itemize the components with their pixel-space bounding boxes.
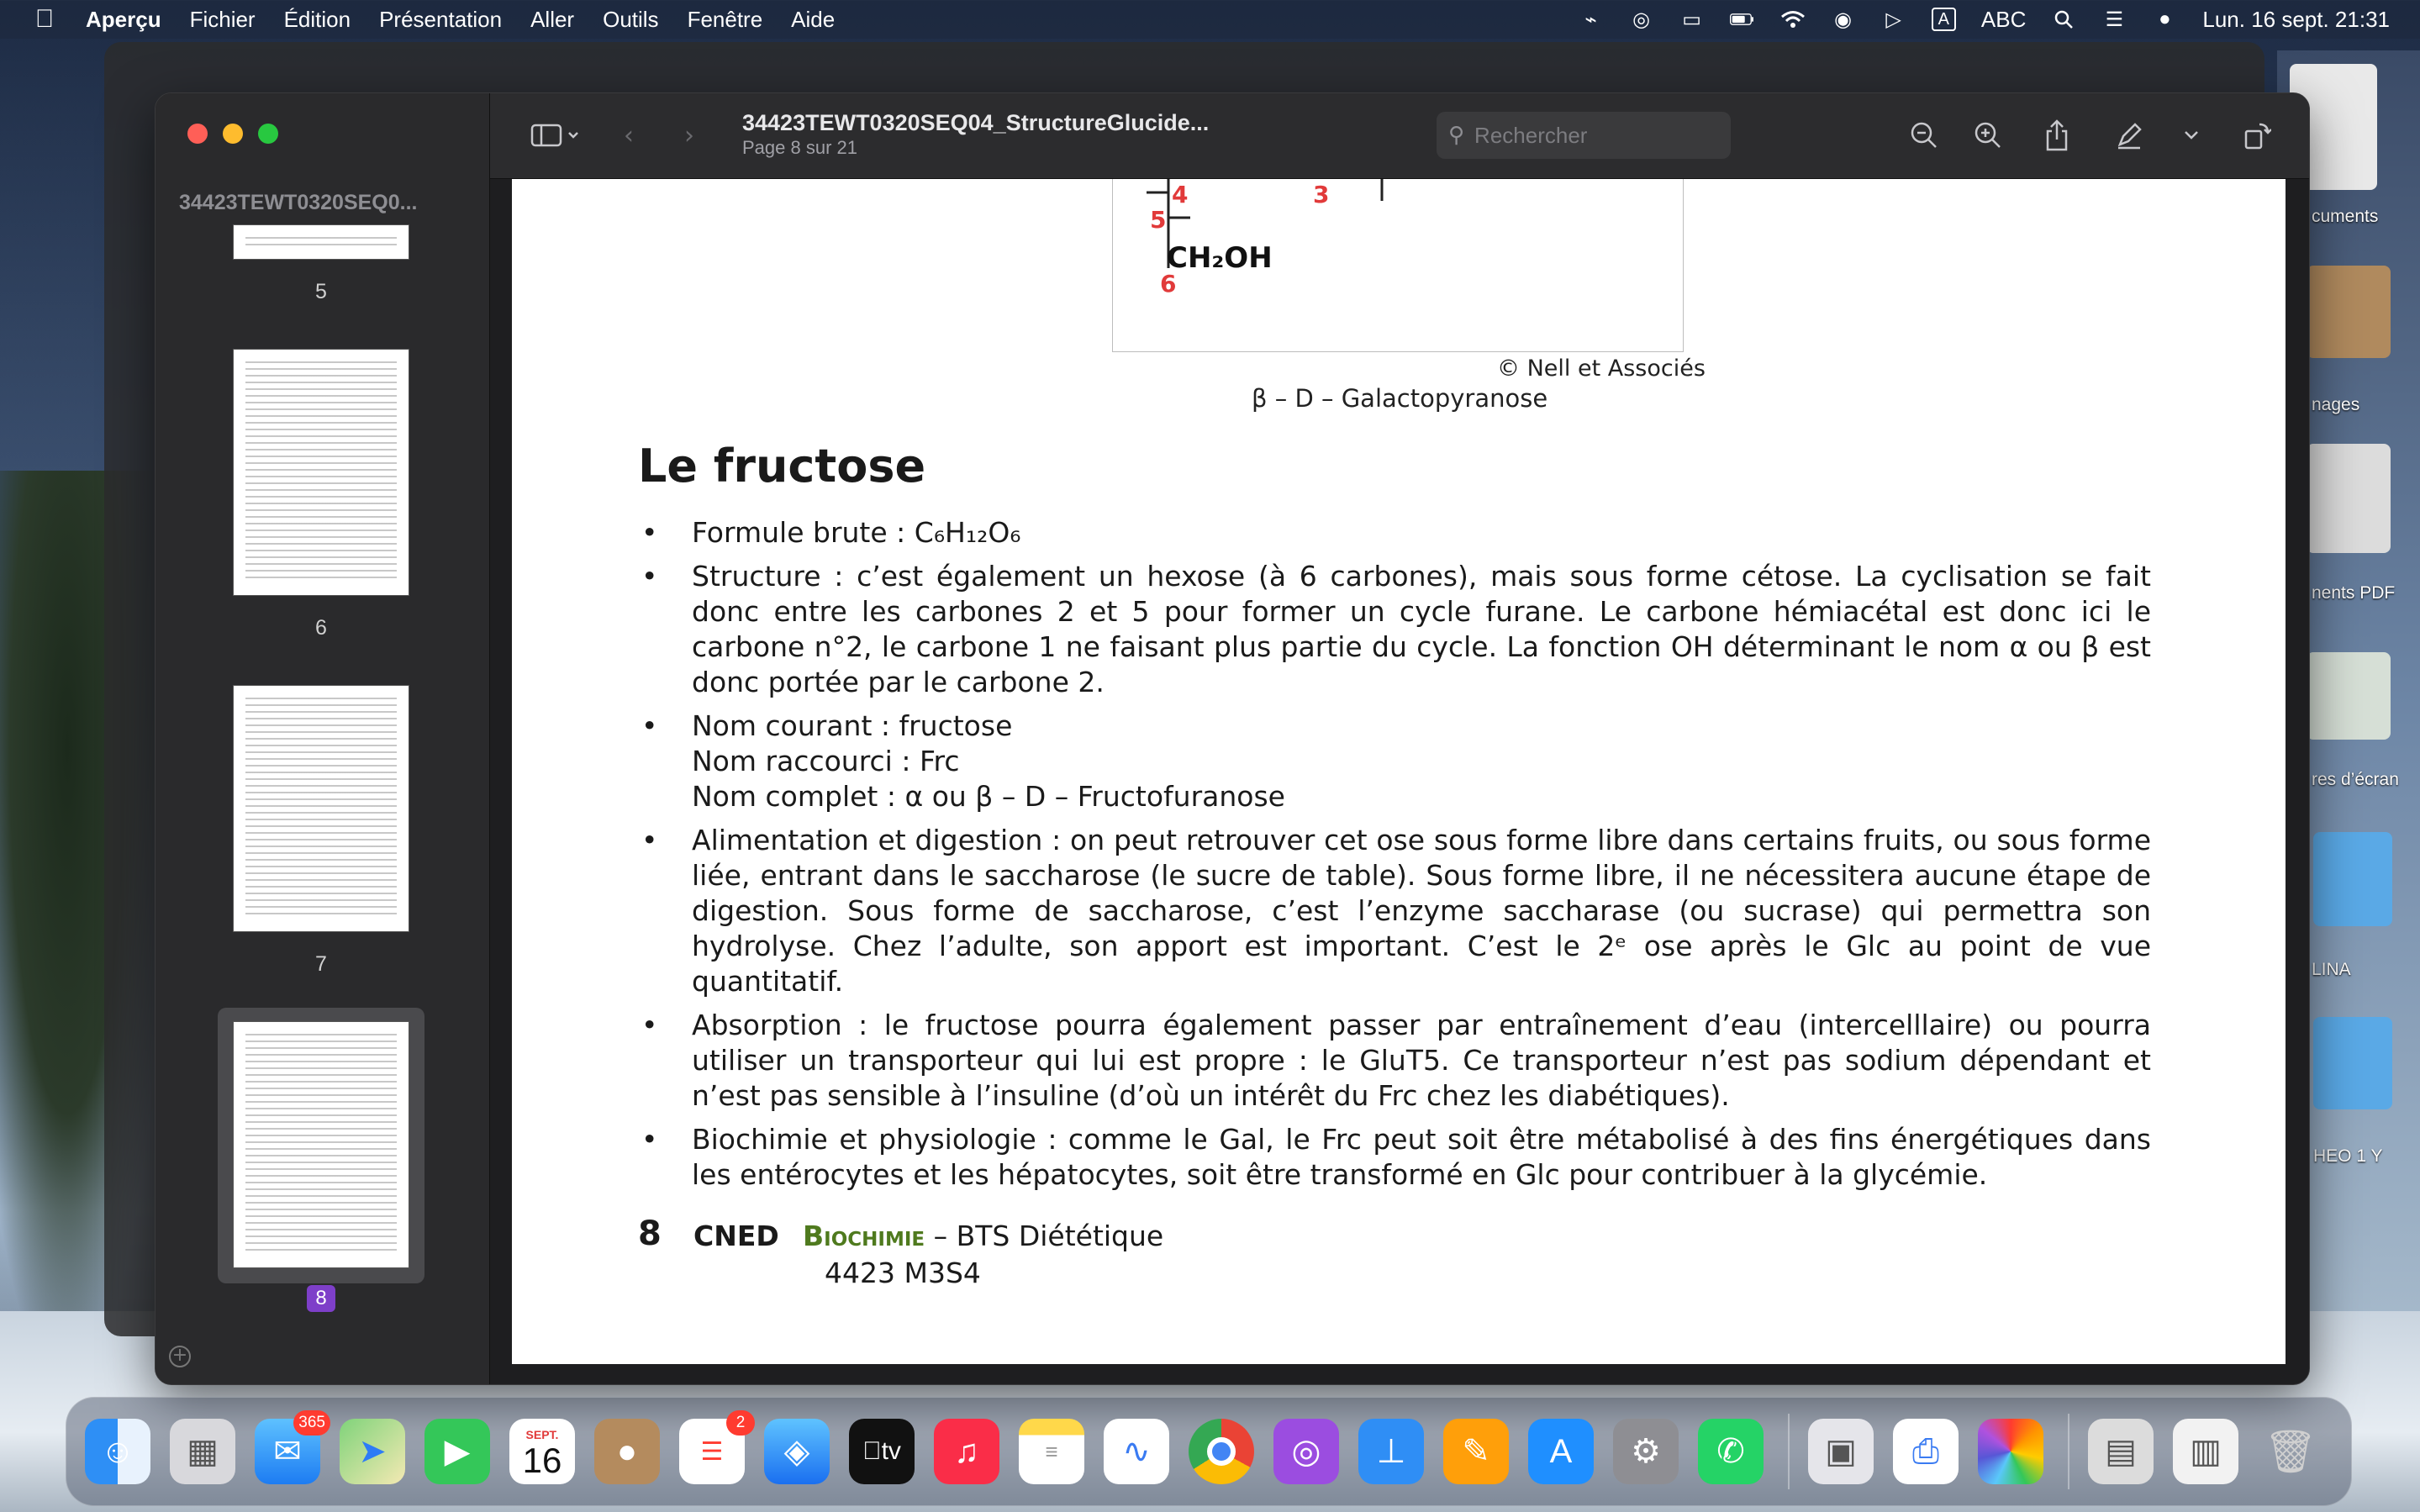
footer-course-code: 4423 M3S4 <box>825 1256 981 1289</box>
apple-menu-icon[interactable] <box>32 5 57 34</box>
figure-credit: © Nell et Associés <box>1497 356 1706 382</box>
airpods-icon[interactable]: ⌁ <box>1584 8 1597 31</box>
bullet-noms <box>692 709 2151 814</box>
notes-icon[interactable]: ≡ <box>1019 1419 1084 1484</box>
document-title: 34423TEWT0320SEQ04_StructureGlucide... <box>742 110 1210 135</box>
keyboard-a-icon[interactable]: A <box>1932 8 1956 31</box>
menu-clock[interactable]: Lun. 16 sept. 21:31 <box>2202 6 2390 32</box>
app-menu-apercu[interactable]: Aperçu <box>86 6 161 32</box>
thumbnail-label-5: 5 <box>315 280 327 303</box>
mail-badge: 365 <box>293 1410 330 1436</box>
highlight-pen-icon[interactable] <box>2112 119 2146 152</box>
footer-subject <box>803 1220 1163 1252</box>
spotlight-search-icon[interactable] <box>2051 8 2076 30</box>
trash-icon[interactable]: 🗑 <box>2264 1427 2317 1475</box>
bullet-dot: • <box>641 1009 658 1041</box>
menu-aller[interactable]: Aller <box>530 6 575 32</box>
podcasts-icon[interactable]: ◎ <box>1273 1419 1339 1484</box>
apple-tv-icon[interactable] <box>849 1419 915 1484</box>
safari-icon[interactable]: ◈ <box>764 1419 830 1484</box>
desktop-file-images-icon[interactable] <box>2307 266 2391 358</box>
play-icon[interactable]: ▷ <box>1885 8 1901 31</box>
launchpad-icon[interactable]: ▦ <box>170 1419 235 1484</box>
carbon-label-5: 5 <box>1150 206 1167 234</box>
menu-outils[interactable]: Outils <box>603 6 659 32</box>
sidebar-document-title: 34423TEWT0320SEQ0... <box>179 191 418 214</box>
user-account-icon[interactable]: ◉ <box>1834 8 1853 31</box>
input-source-label[interactable]: ABC <box>1980 6 2027 32</box>
menu-fenetre[interactable]: Fenêtre <box>687 6 763 32</box>
carbon-label-3: 3 <box>1313 181 1330 208</box>
system-settings-icon[interactable]: ⚙ <box>1613 1419 1679 1484</box>
zoom-window-button[interactable] <box>258 124 278 144</box>
preview-icon[interactable]: ▣ <box>1808 1419 1874 1484</box>
search-input[interactable] <box>1474 123 1710 149</box>
nom-courant: Nom courant : fructose <box>692 709 1013 742</box>
bullet-structure: Structure : c’est également un hexose (à 6 carbones), mais sous forme cétose. La cyclisation se fait donc entre les carbones 2 et 5 pour former un cycle furane. Le carbone hémiacétal est donc ici le carbone n°2, le carbone 1 ne faisant plus partie du cycle. La fonction OH déterminant le nom α ou β est donc portée par le carbone 2. <box>692 560 2151 698</box>
control-center-icon[interactable]: ☰ <box>2105 8 2124 31</box>
preview-window[interactable] <box>155 92 2310 1385</box>
markup-icon[interactable] <box>2309 119 2310 152</box>
calendar-icon[interactable] <box>509 1419 575 1484</box>
zoom-out-icon[interactable] <box>1907 119 1941 152</box>
whatsapp-icon[interactable]: ✆ <box>1698 1419 1764 1484</box>
nom-complet: Nom complet : α ou β – D – Fructofuranose <box>692 780 1285 813</box>
thumbnail-page-7[interactable] <box>233 685 409 932</box>
desktop-label-pdf[interactable]: nents PDF <box>2312 583 2396 603</box>
pdf-page <box>512 179 2286 1364</box>
thumbnail-sidebar[interactable] <box>156 93 490 1384</box>
desktop-file-screenshots-icon[interactable] <box>2307 652 2391 740</box>
desktop-label-images[interactable]: nages <box>2312 395 2360 414</box>
chevron-left-icon[interactable]: ‹ <box>624 120 634 150</box>
dock <box>66 1397 2352 1506</box>
thumbnail-page-6[interactable] <box>233 349 409 596</box>
footer-subject-rest: – BTS Diététique <box>925 1220 1164 1252</box>
structure-figure <box>1112 179 1684 352</box>
menu-fichier[interactable]: Fichier <box>189 6 256 32</box>
desktop-file-pdf-icon[interactable] <box>2307 444 2391 553</box>
search-field[interactable] <box>1437 112 1731 159</box>
desktop-label-screenshots[interactable]: res d’écran <box>2312 770 2399 789</box>
list-item <box>638 823 2151 999</box>
list-item <box>638 709 2151 814</box>
document-page-indicator: Page 8 sur 21 <box>742 137 857 158</box>
list-item <box>638 1122 2151 1193</box>
calendar-month: SEPT. <box>525 1428 559 1441</box>
bullet-absorption: Absorption : le fructose pourra également passer par entraînement d’eau (intercelllaire) ou pourra utiliser un transporteur qui lui est propre : le GluT5. Ce transporteur n’est pas sodium dépendant et n’est pas sensible à l’insuline (d’où un intérêt du Frc chez les diabétiques). <box>692 1009 2151 1112</box>
current-page-badge: 8 <box>307 1285 335 1312</box>
maps-icon[interactable]: ➤ <box>340 1419 405 1484</box>
chevron-right-icon[interactable]: › <box>684 120 694 150</box>
finder-icon[interactable]: ☺ <box>85 1419 150 1484</box>
figure-caption: β – D – Galactopyranose <box>1252 384 1548 413</box>
desktop-folder-icon[interactable] <box>2313 832 2392 926</box>
downloads-stack-icon[interactable]: ▤ <box>2088 1419 2154 1484</box>
bullet-alimentation: Alimentation et digestion : on peut retrouver cet ose sous forme libre dans certains fruits, ou sous forme liée, entrant dans le saccharose (le sucre de table). Sous forme libre, il ne nécessitera aucune étape de digestion. Sous forme de saccharose, c’est l’enzyme saccharase (ou sucrase) qui permettra son hydrolyse. Chez l’adulte, son apport est important. C’est le 2ᵉ ose après le Glc au point de vue quantitatif. <box>692 824 2151 998</box>
nom-raccourci: Nom raccourci : Frc <box>692 745 960 777</box>
siri-icon[interactable]: ● <box>2159 8 2171 30</box>
bullet-biochimie: Biochimie et physiologie : comme le Gal, le Frc peut soit être métabolisé à des fins énergétiques dans les entérocytes et les hépatocytes, soit être transformé en Glc pour contribuer à la glycémie. <box>692 1123 2151 1191</box>
bullet-dot: • <box>641 824 658 856</box>
footer-cned: CNED <box>693 1220 779 1252</box>
desktop-label-lina[interactable]: LINA <box>2312 960 2351 979</box>
minimize-window-button[interactable] <box>223 124 243 144</box>
bullet-formule: Formule brute : C₆H₁₂O₆ <box>692 516 1021 549</box>
reminders-badge: 2 <box>726 1410 755 1436</box>
section-heading: Le fructose <box>638 440 926 493</box>
freeform-icon[interactable]: ∿ <box>1104 1419 1169 1484</box>
search-icon: ⚲ <box>1448 123 1465 148</box>
documents-stack-icon[interactable]: ▥ <box>2173 1419 2238 1484</box>
pages-icon[interactable]: ✎ <box>1443 1419 1509 1484</box>
sidebar-toggle-button[interactable] <box>527 119 586 152</box>
printer-icon[interactable]: ⎙ <box>1893 1419 1959 1484</box>
battery-icon[interactable] <box>1730 8 1755 30</box>
menu-presentation[interactable]: Présentation <box>379 6 503 32</box>
list-item <box>638 559 2151 700</box>
keynote-icon[interactable]: ⊥ <box>1358 1419 1424 1484</box>
bullet-dot: • <box>641 560 658 593</box>
mail-icon[interactable]: ✉ 365 <box>255 1419 320 1484</box>
dock-separator <box>1788 1414 1790 1489</box>
photos-icon[interactable] <box>1978 1419 2043 1484</box>
menu-edition[interactable]: Édition <box>283 6 351 32</box>
tv-label: tv <box>872 1437 892 1465</box>
carbon-label-6: 6 <box>1160 270 1177 298</box>
menu-bar <box>0 0 2420 39</box>
thumbnail-page-8[interactable] <box>233 1021 409 1268</box>
calendar-day: 16 <box>522 1441 562 1480</box>
zoom-in-icon[interactable] <box>1971 119 2005 152</box>
dock-separator <box>2068 1414 2069 1489</box>
close-window-button[interactable] <box>187 124 208 144</box>
airdrop-icon[interactable]: ◎ <box>1632 8 1651 31</box>
share-icon[interactable] <box>2042 119 2072 152</box>
thumbnail-label-6: 6 <box>315 616 327 640</box>
bullet-dot: • <box>641 1123 658 1156</box>
sidebar-add-icon[interactable]: + <box>169 1346 191 1367</box>
list-item <box>638 1008 2151 1114</box>
carbon-label-4: 4 <box>1172 181 1189 208</box>
display-icon[interactable]: ▭ <box>1682 8 1701 31</box>
wifi-icon[interactable] <box>1780 8 1806 30</box>
desktop-label-documents[interactable]: cuments <box>2312 207 2379 226</box>
chevron-down-icon[interactable] <box>2181 119 2201 152</box>
thumbnail-page-5[interactable] <box>233 224 409 260</box>
rotate-icon[interactable] <box>2240 119 2274 152</box>
footer-page-number: 8 <box>638 1214 662 1253</box>
facetime-icon[interactable]: ▶ <box>424 1419 490 1484</box>
thumbnail-label-7: 7 <box>315 952 327 976</box>
reminders-icon[interactable]: ☰ 2 <box>679 1419 745 1484</box>
app-store-icon[interactable]: A <box>1528 1419 1594 1484</box>
menu-aide[interactable]: Aide <box>791 6 836 32</box>
desktop-folder-icon[interactable] <box>2313 1017 2392 1109</box>
list-item <box>638 515 2151 551</box>
chrome-icon[interactable] <box>1189 1419 1254 1484</box>
bullet-dot: • <box>641 516 658 549</box>
toolbar <box>490 93 2309 179</box>
document-view[interactable] <box>490 179 2309 1384</box>
music-icon[interactable]: ♫ <box>934 1419 999 1484</box>
contacts-icon[interactable]: ● <box>594 1419 660 1484</box>
footer-subject-green: Biochimie <box>803 1220 925 1252</box>
bullet-dot: • <box>641 709 658 742</box>
bullet-list <box>638 515 2151 1201</box>
ch2oh-label: CH₂OH <box>1167 241 1273 275</box>
desktop-label-theo[interactable]: HEO 1 Y <box>2313 1146 2383 1166</box>
